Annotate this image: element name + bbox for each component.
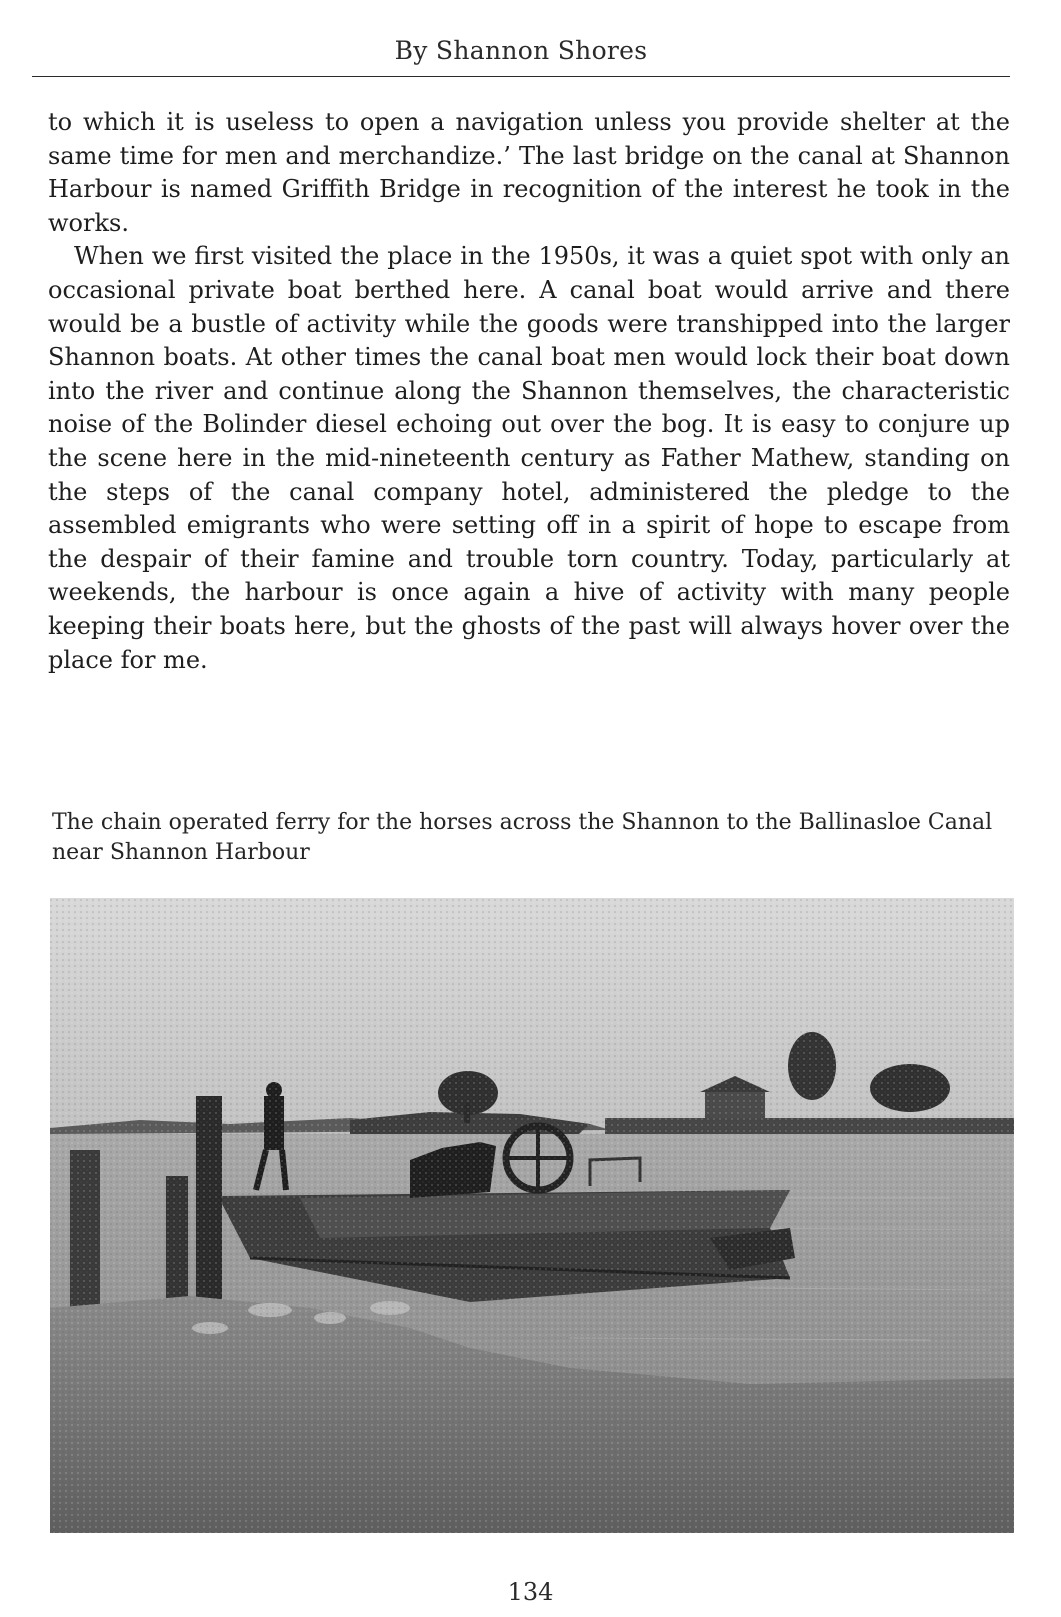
ferry-photograph	[50, 898, 1014, 1533]
paragraph-1: to which it is useless to open a navigation unless you provide shelter at the same time for men and merchandize.’ The last bridge on the canal at Shannon Harbour is named Griffith Bridge in recognition of the interest he took in the works.	[48, 108, 1010, 237]
page-number: 134	[507, 1578, 554, 1606]
paragraph-2: When we first visited the place in the 1950s, it was a quiet spot with only an occasional private boat berthed here. A canal boat would arrive and there would be a bustle of activity while the goods were transhipped into the larger Shannon boats. At other times the canal boat men would lock their boat down into the river and continue along the Shannon themselves, the characteristic noise of the Bolinder diesel echoing out over the bog. It is easy to conjure up the scene here in the mid-nineteenth century as Father Mathew, standing on the steps of the canal company hotel, administered the pledge to the assembled emigrants who were setting off in a spirit of hope to escape from the despair of their famine and trouble torn country. Today, particularly at weekends, the harbour is once again a hive of activity with many people keeping their boats here, but the ghosts of the past will always hover over the place for me.	[48, 242, 1010, 674]
body-text	[48, 106, 1010, 677]
figure-caption: The chain operated ferry for the horses across the Shannon to the Ballinasloe Canal near Shannon Harbour	[52, 810, 993, 865]
header-rule	[32, 76, 1010, 77]
running-head: By Shannon Shores	[394, 36, 648, 65]
